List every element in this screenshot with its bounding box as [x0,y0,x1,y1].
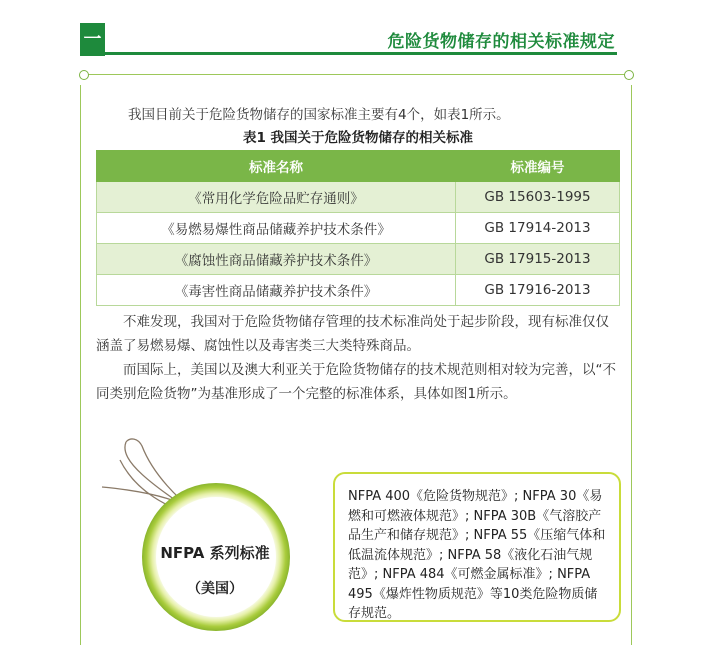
nfpa-circle-label: NFPA 系列标准 [160,544,270,562]
standard-code-cell: GB 17914-2013 [456,213,620,244]
section-title: 危险货物储存的相关标准规定 [387,32,615,52]
table-row [97,182,620,213]
nfpa-info-text: NFPA 400《危险货物规范》; NFPA 30《易燃和可燃液体规范》; NFPA 30B《气溶胶产品生产和储存规范》; NFPA 55《压缩气体和低温流体规范》; NFPA 58《液化石油气规范》; NFPA 484《可燃金属标准》; NFPA 495《爆炸性物质规范》等10类危险物质储存规范。 [348,489,606,621]
intro-paragraph: 我国目前关于危险货物储存的国家标准主要有4个，如表1所示。 [128,107,510,123]
standards-table [96,150,620,306]
header-rule [105,52,617,55]
standard-code-cell: GB 15603-1995 [456,182,620,213]
table-row [97,275,620,306]
nfpa-circle-sublabel: （美国） [187,581,243,597]
body-paragraph-3: 而国际上，美国以及澳大利亚关于危险货物储存的技术规范则相对较为完善，以“不同类别危险货物”为基准形成了一个完整的标准体系，具体如图1所示。 [96,362,616,402]
table-caption: 表1 我国关于危险货物储存的相关标准 [242,130,474,146]
section-number-badge: 一 [80,23,105,56]
frame-right-border [631,85,632,645]
column-header-name: 标准名称 [97,151,456,182]
frame-left-border [80,85,81,645]
table-header-row [97,151,620,182]
standard-name-cell: 《易燃易爆性商品储藏养护技术条件》 [97,213,456,244]
frame-top-border [84,74,626,75]
body-paragraph-2: 不难发现，我国对于危险货物储存管理的技术标准尚处于起步阶段，现有标准仅仅涵盖了易燃易爆、腐蚀性以及毒害类三大类特殊商品。 [96,314,609,354]
standard-name-cell: 《常用化学危险品贮存通则》 [97,182,456,213]
standard-code-cell: GB 17916-2013 [456,275,620,306]
table-row [97,244,620,275]
section-header [0,0,710,62]
frame-ring-right-icon [624,70,634,80]
standard-name-cell: 《腐蚀性商品储藏养护技术条件》 [97,244,456,275]
frame-ring-left-icon [79,70,89,80]
standard-code-cell: GB 17915-2013 [456,244,620,275]
standard-name-cell: 《毒害性商品储藏养护技术条件》 [97,275,456,306]
column-header-code: 标准编号 [456,151,620,182]
table-row [97,213,620,244]
